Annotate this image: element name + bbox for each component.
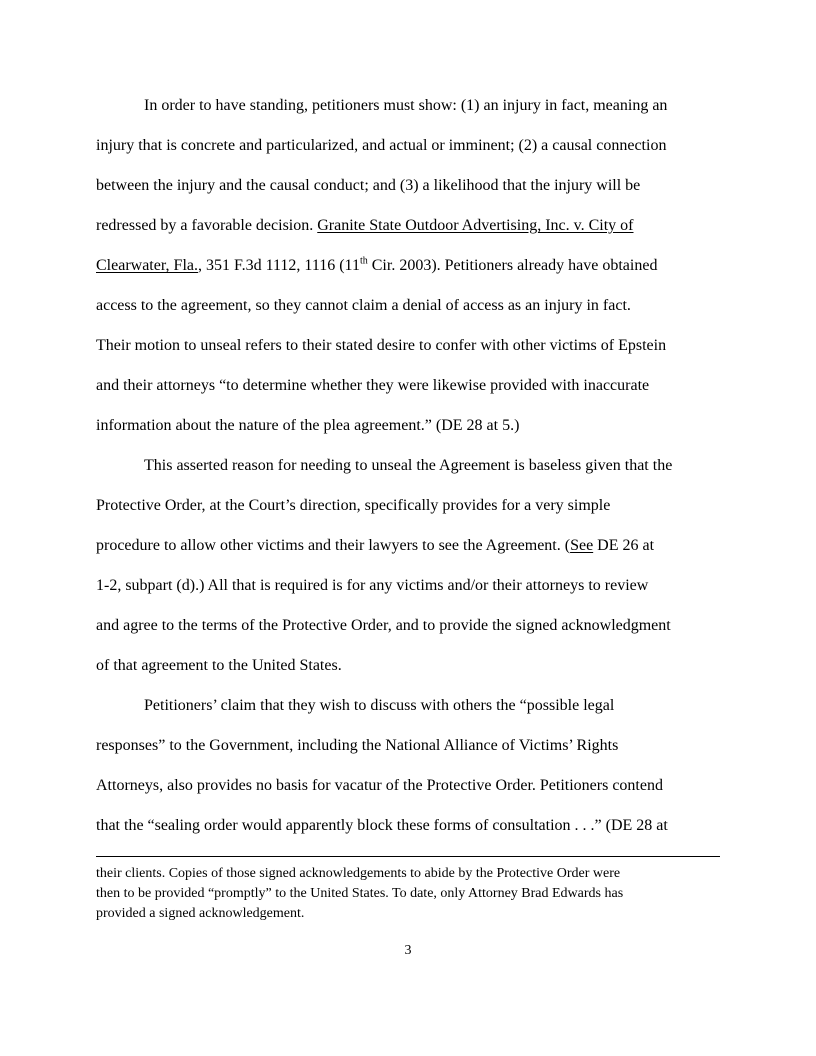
body-text: Cir. 2003). Petitioners already have obtained [367,257,658,274]
body-line [96,536,722,556]
body-line: between the injury and the causal conduct; and (3) a likelihood that the injury will be [96,177,641,194]
body-line: 1-2, subpart (d).) All that is required is for any victims and/or their attorneys to review [96,577,649,594]
body-line: In order to have standing, petitioners must show: (1) an injury in fact, meaning an [144,97,668,114]
citation-signal: See [570,537,594,554]
body-text: procedure to allow other victims and their lawyers to see the Agreement. ( [96,537,571,554]
body-text: redressed by a favorable decision. [96,217,318,234]
case-citation-name: Granite State Outdoor Advertising, Inc. v. City of [317,217,634,234]
body-line: injury that is concrete and particularized, and actual or imminent; (2) a causal connection [96,137,667,154]
body-line: Protective Order, at the Court’s direction, specifically provides for a very simple [96,497,611,514]
body-line: Petitioners’ claim that they wish to discuss with others the “possible legal [144,697,615,714]
body-line: that the “sealing order would apparently block these forms of consultation . . .” (DE 28 at [96,817,668,834]
body-text: DE 26 at [593,537,655,554]
body-line: information about the nature of the plea agreement.” (DE 28 at 5.) [96,417,520,434]
body-line: and their attorneys “to determine whether they were likewise provided with inaccurate [96,377,650,394]
body-line: Attorneys, also provides no basis for vacatur of the Protective Order. Petitioners contend [96,777,663,794]
page-number: 3 [404,943,412,958]
footnote-line: then to be provided “promptly” to the United States. To date, only Attorney Brad Edwards has [96,886,624,901]
footnote-separator [96,856,720,857]
body-line: responses” to the Government, including the National Alliance of Victims’ Rights [96,737,619,754]
body-line: of that agreement to the United States. [96,657,342,674]
case-citation-reporter: , 351 F.3d 1112, 1116 (11 [197,257,360,274]
body-line: This asserted reason for needing to unseal the Agreement is baseless given that the [144,457,673,474]
case-citation-name: Clearwater, Fla. [96,257,198,274]
body-line: access to the agreement, so they cannot claim a denial of access as an injury in fact. [96,297,631,314]
body-line: Their motion to unseal refers to their stated desire to confer with other victims of Epstein [96,337,667,354]
body-line [96,256,722,276]
ordinal-superscript: th [359,255,368,267]
footnote-line: their clients. Copies of those signed acknowledgements to abide by the Protective Order were [96,866,621,881]
body-line: and agree to the terms of the Protective Order, and to provide the signed acknowledgment [96,617,671,634]
footnote-line: provided a signed acknowledgement. [96,906,305,921]
body-line [96,216,722,236]
